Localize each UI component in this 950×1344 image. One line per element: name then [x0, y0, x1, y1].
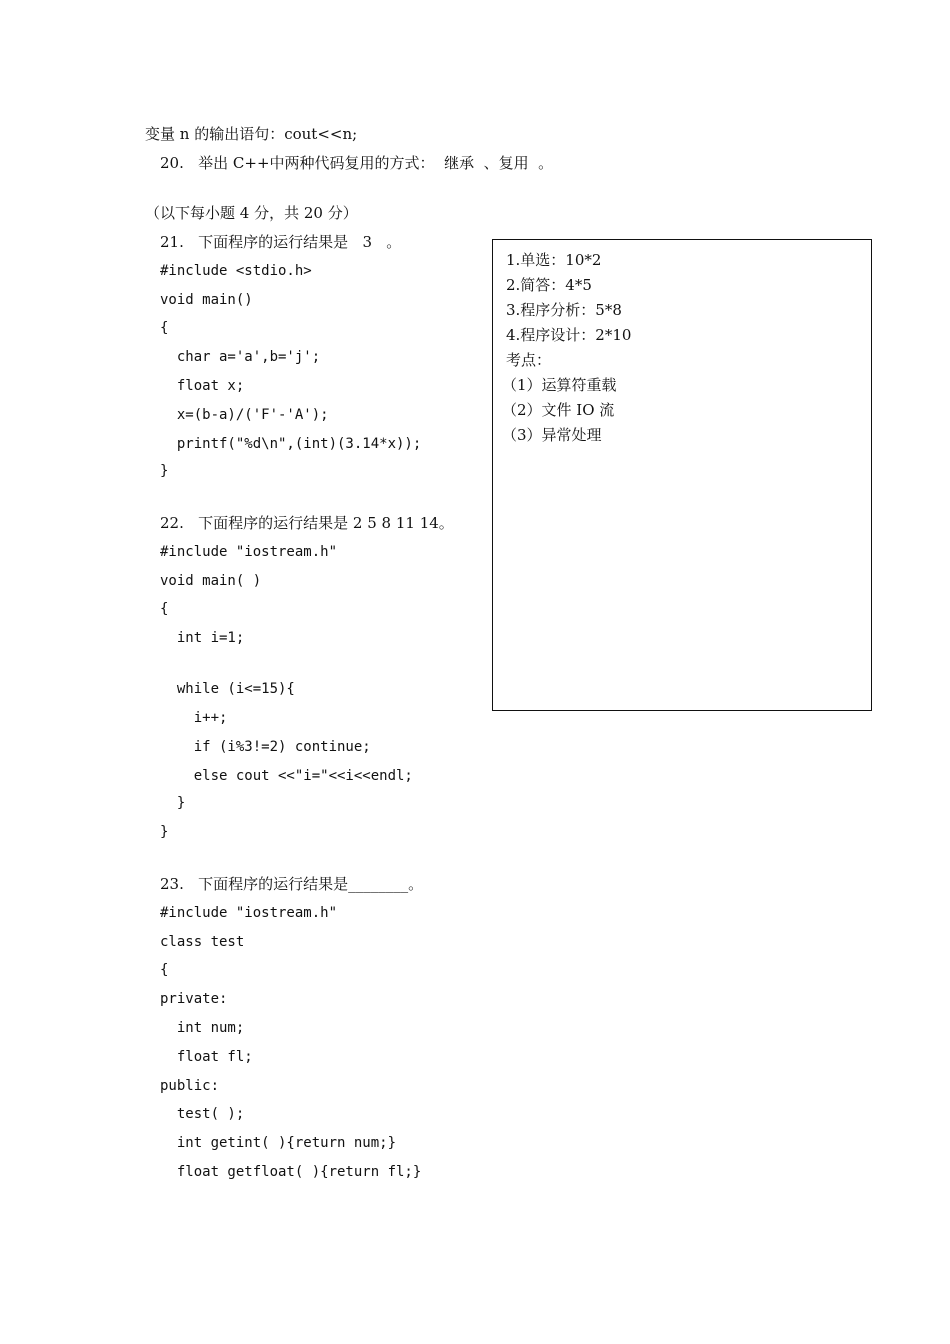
- note-line: 2.简答：4*5: [506, 276, 592, 294]
- question-21-title: 21. 下面程序的运行结果是 3 。: [160, 233, 402, 251]
- note-line: 4.程序设计：2*10: [506, 326, 632, 344]
- code-line: if (i%3!=2) continue;: [160, 739, 371, 755]
- note-line: 1.单选：10*2: [506, 251, 602, 269]
- code-line: int num;: [160, 1020, 245, 1036]
- code-line: class test: [160, 934, 245, 950]
- code-line: float fl;: [160, 1049, 253, 1065]
- question-22-title: 22. 下面程序的运行结果是 2 5 8 11 14。: [160, 514, 454, 532]
- note-line: 考点：: [506, 351, 552, 369]
- note-line: （1）运算符重载: [502, 376, 617, 394]
- code-line: i++;: [160, 710, 228, 726]
- code-line: int getint( ){return num;}: [160, 1135, 397, 1151]
- code-line: }: [160, 795, 186, 811]
- code-line: float getfloat( ){return fl;}: [160, 1164, 422, 1180]
- code-line: }: [160, 463, 169, 479]
- code-line: float x;: [160, 378, 245, 394]
- code-line: while (i<=15){: [160, 681, 295, 697]
- question-20: 20. 举出 C++中两种代码复用的方式： 继承 、复用 。: [160, 154, 554, 172]
- code-line: }: [160, 824, 169, 840]
- code-line: char a='a',b='j';: [160, 349, 321, 365]
- code-line: x=(b-a)/('F'-'A');: [160, 407, 329, 423]
- code-line: #include <stdio.h>: [160, 263, 312, 279]
- note-line: （3）异常处理: [502, 426, 602, 444]
- code-line: private:: [160, 991, 228, 1007]
- code-line: void main( ): [160, 573, 262, 589]
- exam-structure-note-box: [492, 239, 872, 711]
- code-line: {: [160, 601, 169, 617]
- code-line: else cout <<"i="<<i<<endl;: [160, 768, 413, 784]
- code-line: #include "iostream.h": [160, 905, 338, 921]
- section-note: （以下每小题 4 分，共 20 分）: [145, 204, 358, 222]
- code-line: printf("%d\n",(int)(3.14*x));: [160, 436, 422, 452]
- code-line: {: [160, 320, 169, 336]
- code-line: void main(): [160, 292, 253, 308]
- code-line: int i=1;: [160, 630, 245, 646]
- question-23-title: 23. 下面程序的运行结果是________。: [160, 875, 424, 893]
- intro-line: 变量 n 的输出语句：cout<<n;: [145, 125, 358, 143]
- note-line: （2）文件 IO 流: [502, 401, 615, 419]
- code-line: public:: [160, 1078, 220, 1094]
- note-line: 3.程序分析：5*8: [506, 301, 622, 319]
- code-line: #include "iostream.h": [160, 544, 338, 560]
- code-line: test( );: [160, 1106, 245, 1122]
- code-line: {: [160, 962, 169, 978]
